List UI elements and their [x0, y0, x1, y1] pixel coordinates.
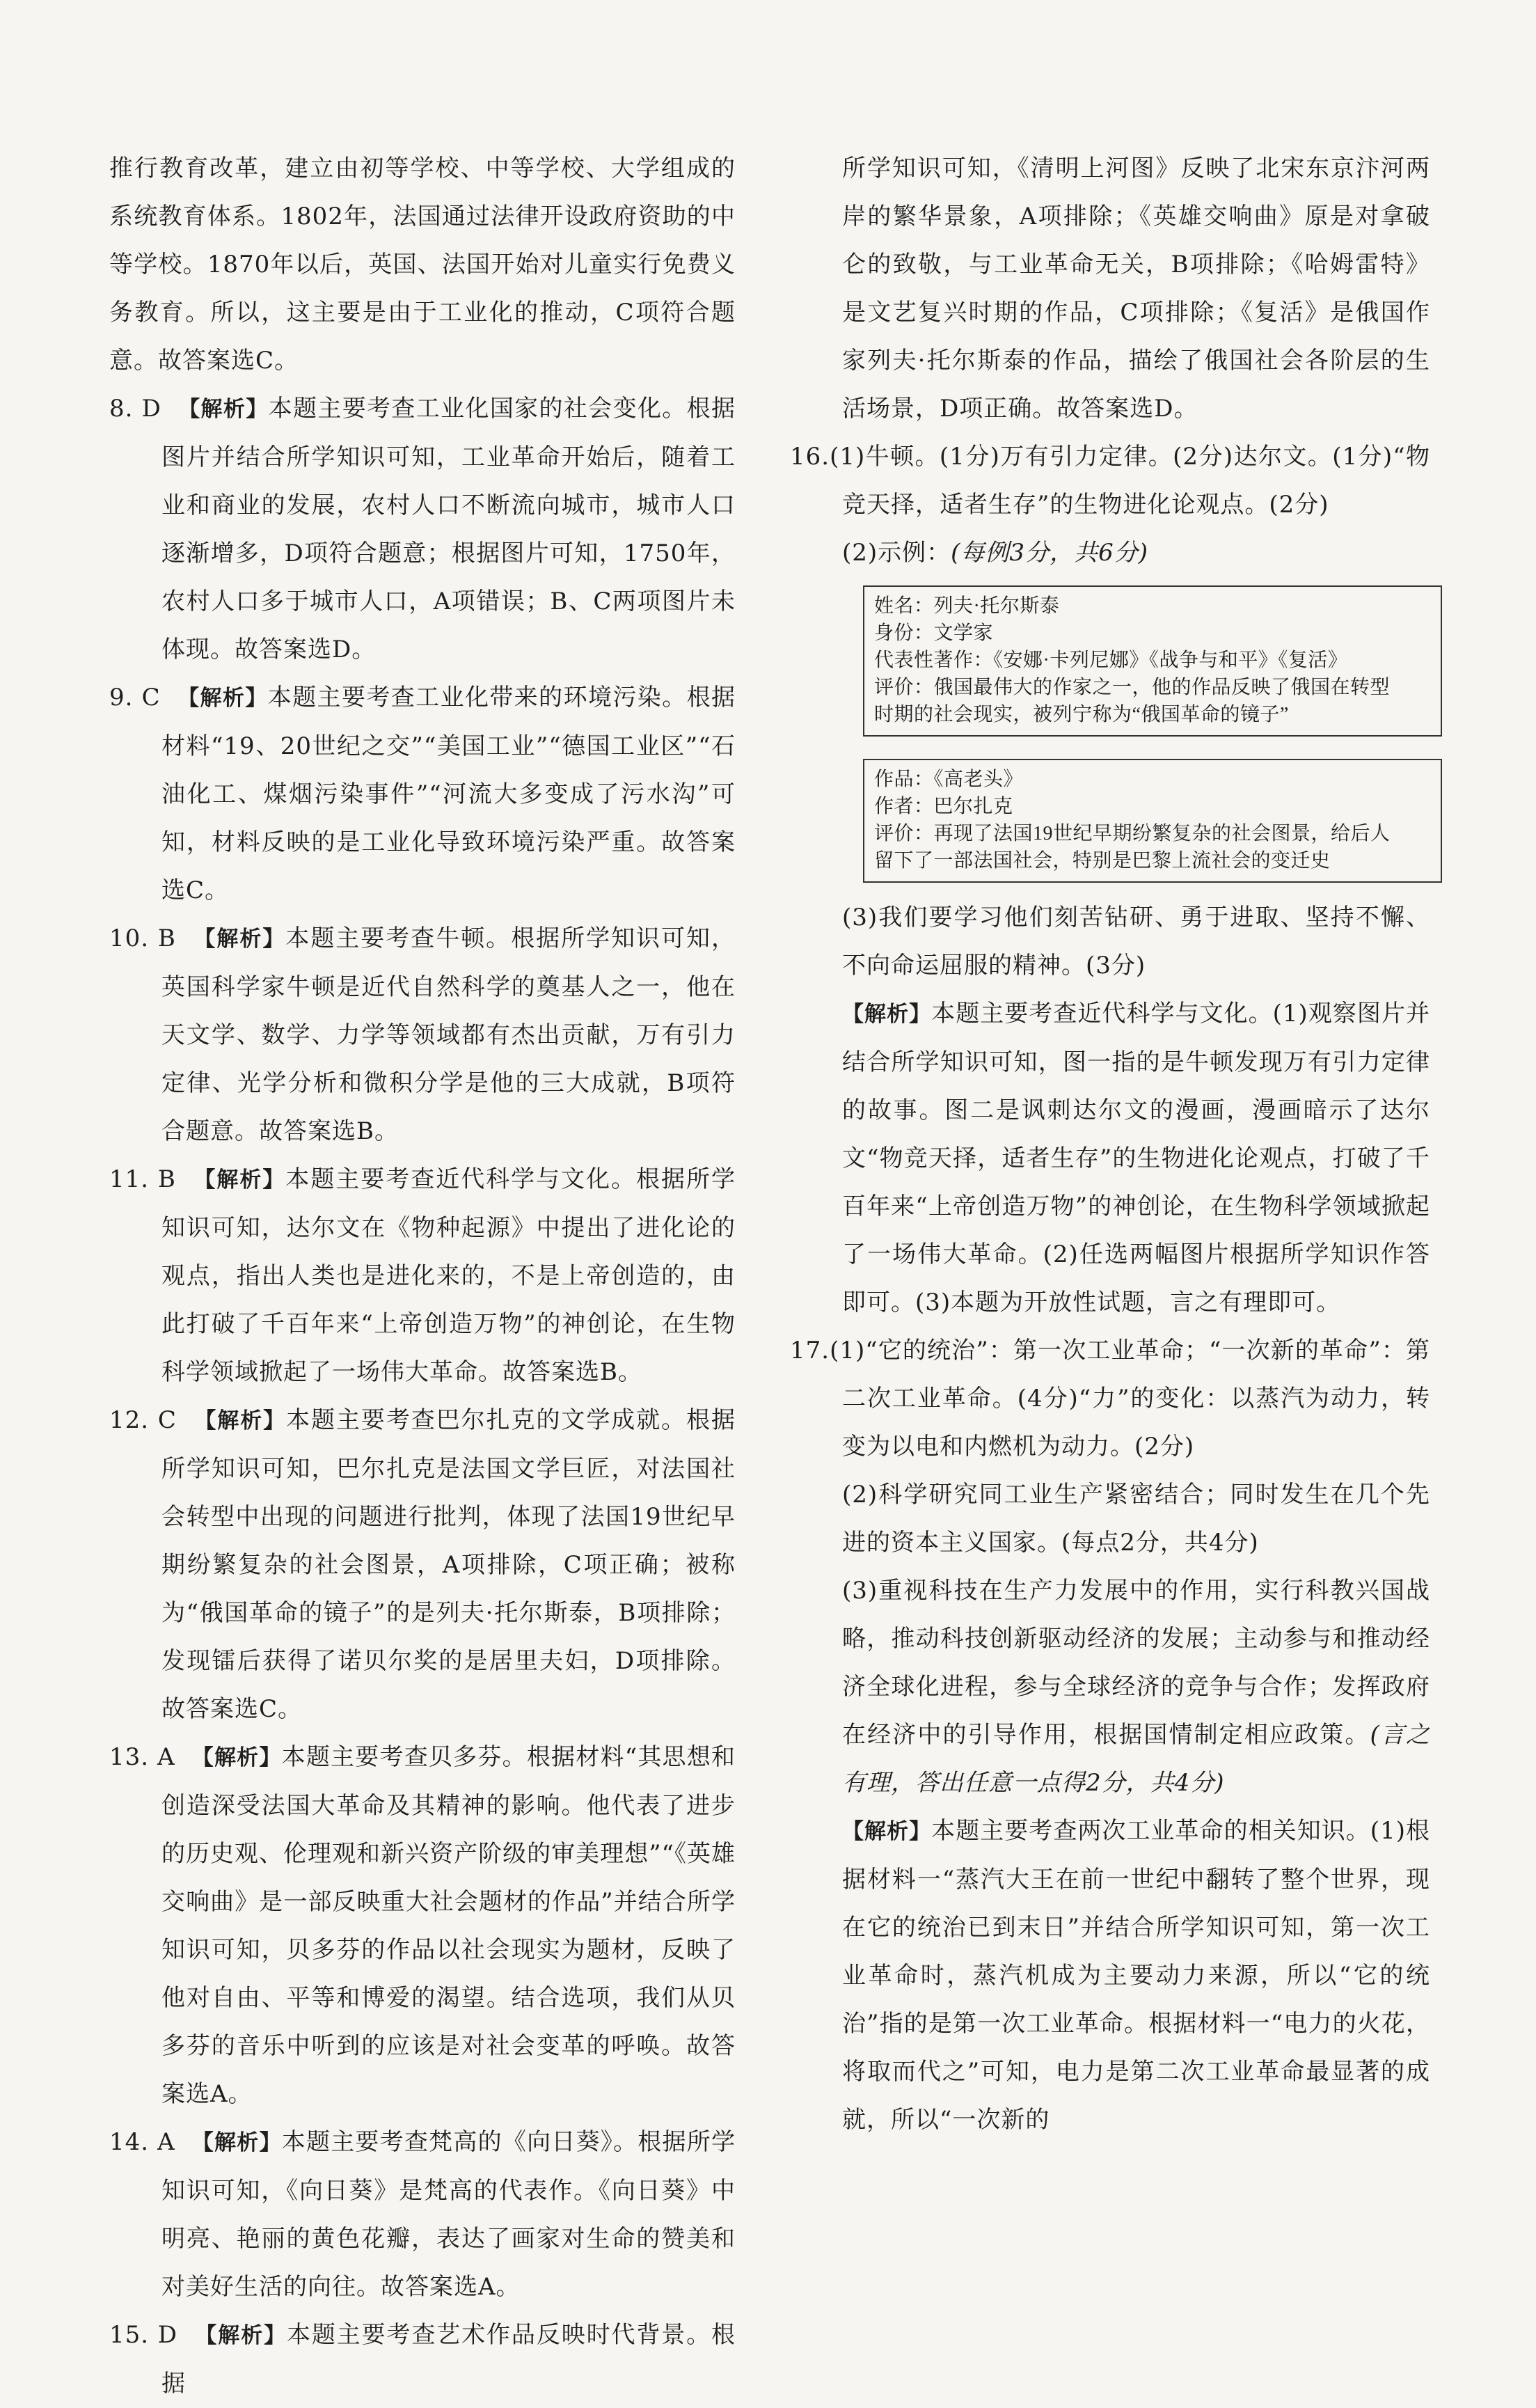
answer-q16-part2 [790, 529, 1430, 577]
q15-continued [790, 145, 1430, 433]
box-line: 留下了一部法国社会，特别是巴黎上流社会的变迁史 [874, 850, 1331, 872]
question-number: 8. D [109, 395, 161, 423]
answer-q17-part2 [790, 1471, 1430, 1567]
box-line: 评价：俄国最伟大的作家之一，他的作品反映了俄国在转型 [874, 677, 1391, 698]
answer-text: (1)“它的统治”：第一次工业革命；“一次新的革命”：第二次工业革命。(4分)“力”的变化：以蒸汽为动力，转变为以电和内燃机为动力。(2分) [830, 1337, 1430, 1461]
answer-q17-part1 [790, 1327, 1430, 1471]
answer-q10 [109, 915, 736, 1156]
analysis-tag: 【解析】 [842, 1819, 932, 1844]
answer-text: (3)我们要学习他们刻苦钻研、勇于进取、坚持不懈、不向命运屈服的精神。(3分) [842, 904, 1430, 979]
answer-q11 [109, 1156, 736, 1396]
answer-q16-part3 [790, 894, 1430, 990]
answer-text: 本题主要考查牛顿。根据所学知识可知，英国科学家牛顿是近代自然科学的奠基人之一，他在天文学、数学、力学等领域都有杰出贡献，万有引力定律、光学分析和微积分学是他的三大成就，B项符合题意。故答案选B。 [161, 924, 736, 1145]
example-box-tolstoy [863, 585, 1442, 737]
answer-q16-part1 [790, 433, 1430, 529]
answer-text: (3)重视科技在生产力发展中的作用，实行科教兴国战略，推动科技创新驱动经济的发展；主动参与和推动经济全球化进程，参与全球经济的竞争与合作；发挥政府在经济中的引导作用，根据国情制定相应政策。 [842, 1577, 1430, 1749]
score-note: (言之有理，答出任意一点得2分，共4分) [842, 1721, 1431, 1797]
analysis-tag: 【解析】 [195, 2323, 287, 2348]
score-note: (每例3分，共6分) [951, 539, 1148, 567]
answer-text: 本题主要考查工业化国家的社会变化。根据图片并结合所学知识可知，工业革命开始后，随着工业和商业的发展，农村人口不断流向城市，城市人口逐渐增多，D项符合题意；根据图片可知，1750年，农村人口多于城市人口，A项错误；B、C两项图片未体现。故答案选D。 [161, 395, 736, 663]
q15-continued-text: 所学知识可知，《清明上河图》反映了北宋东京汴河两岸的繁华景象，A项排除；《英雄交响曲》原是对拿破仑的致敬，与工业革命无关，B项排除；《哈姆雷特》是文艺复兴时期的作品，C项排除；《复活》是俄国作家列夫·托尔斯泰的作品，描绘了俄国社会各阶层的生活场景，D项正确。故答案选D。 [842, 155, 1430, 423]
example-box-balzac [863, 759, 1442, 883]
answer-q15 [109, 2311, 736, 2408]
box-line: 姓名：列夫·托尔斯泰 [874, 595, 1060, 617]
question-number: 12. C [109, 1406, 177, 1434]
box-line: 作品：《高老头》 [874, 769, 1024, 790]
question-number: 16. [790, 443, 830, 471]
answer-text: 本题主要考查工业化带来的环境污染。根据材料“19、20世纪之交”“美国工业”“德国工业区”“石油化工、煤烟污染事件”“河流大多变成了污水沟”可知，材料反映的是工业化导致环境污染严重。故答案选C。 [161, 684, 736, 904]
analysis-tag: 【解析】 [193, 1167, 286, 1193]
right-column [790, 145, 1430, 2144]
example-boxes [790, 585, 1430, 883]
answer-text: 本题主要考查巴尔扎克的文学成就。根据所学知识可知，巴尔扎克是法国文学巨匠，对法国社会转型中出现的问题进行批判，体现了法国19世纪早期纷繁复杂的社会图景，A项排除，C项正确；被称为“俄国革命的镜子”的是列夫·托尔斯泰，B项排除；发现镭后获得了诺贝尔奖的是居里夫妇，D项排除。故答案选C。 [161, 1406, 736, 1723]
answer-text: 本题主要考查艺术作品反映时代背景。根据 [161, 2321, 736, 2398]
analysis-tag: 【解析】 [191, 2130, 282, 2155]
question-number: 11. B [109, 1165, 176, 1193]
question-number: 15. D [109, 2321, 178, 2349]
analysis-tag: 【解析】 [178, 397, 269, 422]
q7-continued-text: 推行教育改革，建立由初等学校、中等学校、大学组成的系统教育体系。1802年，法国通过法律开设政府资助的中等学校。1870年以后，英国、法国开始对儿童实行免费义务教育。所以，这主要是由于工业化的推动，C项符合题意。故答案选C。 [109, 155, 736, 375]
question-number: 10. B [109, 924, 176, 952]
analysis-q16 [790, 990, 1430, 1327]
answer-q9 [109, 674, 736, 915]
box-line: 代表性著作：《安娜·卡列尼娜》《战争与和平》《复活》 [874, 650, 1348, 671]
answer-text: 本题主要考查近代科学与文化。根据所学知识可知，达尔文在《物种起源》中提出了进化论的观点，指出人类也是进化来的，不是上帝创造的，由此打破了千百年来“上帝创造万物”的神创论，在生物科学领域掀起了一场伟大革命。故答案选B。 [161, 1165, 736, 1386]
answer-q13 [109, 1733, 736, 2118]
left-column [109, 145, 736, 2408]
answer-text: (2)科学研究同工业生产紧密结合；同时发生在几个先进的资本主义国家。(每点2分，共4分) [842, 1481, 1430, 1557]
analysis-text: 本题主要考查两次工业革命的相关知识。(1)根据材料一“蒸汽大王在前一世纪中翻转了整个世界，现在它的统治已到末日”并结合所学知识可知，第一次工业革命时，蒸汽机成为主要动力来源，所以“它的统治”指的是第一次工业革命。根据材料一“电力的火花，将取而代之”可知，电力是第二次工业革命最显著的成就，所以“一次新的 [842, 1817, 1431, 2134]
analysis-q17 [790, 1807, 1430, 2144]
question-number: 14. A [109, 2128, 175, 2156]
box-line: 作者：巴尔扎克 [874, 796, 1013, 817]
q7-continued [109, 145, 736, 385]
question-number: 9. C [109, 684, 161, 711]
answer-text: 本题主要考查贝多芬。根据材料“其思想和创造深受法国大革命及其精神的影响。他代表了进步的历史观、伦理观和新兴资产阶级的审美理想”“《英雄交响曲》是一部反映重大社会题材的作品”并结合所学知识可知，贝多芬的作品以社会现实为题材，反映了他对自由、平等和博爱的渴望。结合选项，我们从贝多芬的音乐中听到的应该是对社会变革的呼唤。故答案选A。 [161, 1743, 736, 2108]
answer-text: (1)牛顿。(1分)万有引力定律。(2分)达尔文。(1分)“物竞天择，适者生存”的生物进化论观点。(2分) [830, 443, 1430, 519]
box-line: 评价：再现了法国19世纪早期纷繁复杂的社会图景，给后人 [874, 823, 1391, 844]
analysis-tag: 【解析】 [194, 1408, 287, 1433]
analysis-tag: 【解析】 [193, 927, 286, 952]
box-line: 身份：文学家 [874, 622, 994, 644]
analysis-text: 本题主要考查近代科学与文化。(1)观察图片并结合所学知识可知，图一指的是牛顿发现万有引力定律的故事。图二是讽刺达尔文的漫画，漫画暗示了达尔文“物竞天择，适者生存”的生物进化论观点，打破了千百年来“上帝创造万物”的神创论，在生物科学领域掀起了一场伟大革命。(2)任选两幅图片根据所学知识作答即可。(3)本题为开放性试题，言之有理即可。 [842, 1000, 1431, 1316]
answer-q8 [109, 385, 736, 674]
box-line: 时期的社会现实，被列宁称为“俄国革命的镜子” [874, 704, 1289, 725]
analysis-tag: 【解析】 [191, 1745, 282, 1770]
analysis-tag: 【解析】 [842, 1002, 932, 1027]
analysis-tag: 【解析】 [177, 686, 268, 711]
answer-q17-part3 [790, 1567, 1430, 1807]
answer-q12 [109, 1396, 736, 1733]
answer-text: 本题主要考查梵高的《向日葵》。根据所学知识可知，《向日葵》是梵高的代表作。《向日葵》中明亮、艳丽的黄色花瓣，表达了画家对生命的赞美和对美好生活的向往。故答案选A。 [161, 2128, 736, 2301]
answer-q14 [109, 2118, 736, 2311]
part-label: (2)示例： [842, 539, 951, 567]
question-number: 13. A [109, 1743, 175, 1771]
question-number: 17. [790, 1337, 830, 1364]
